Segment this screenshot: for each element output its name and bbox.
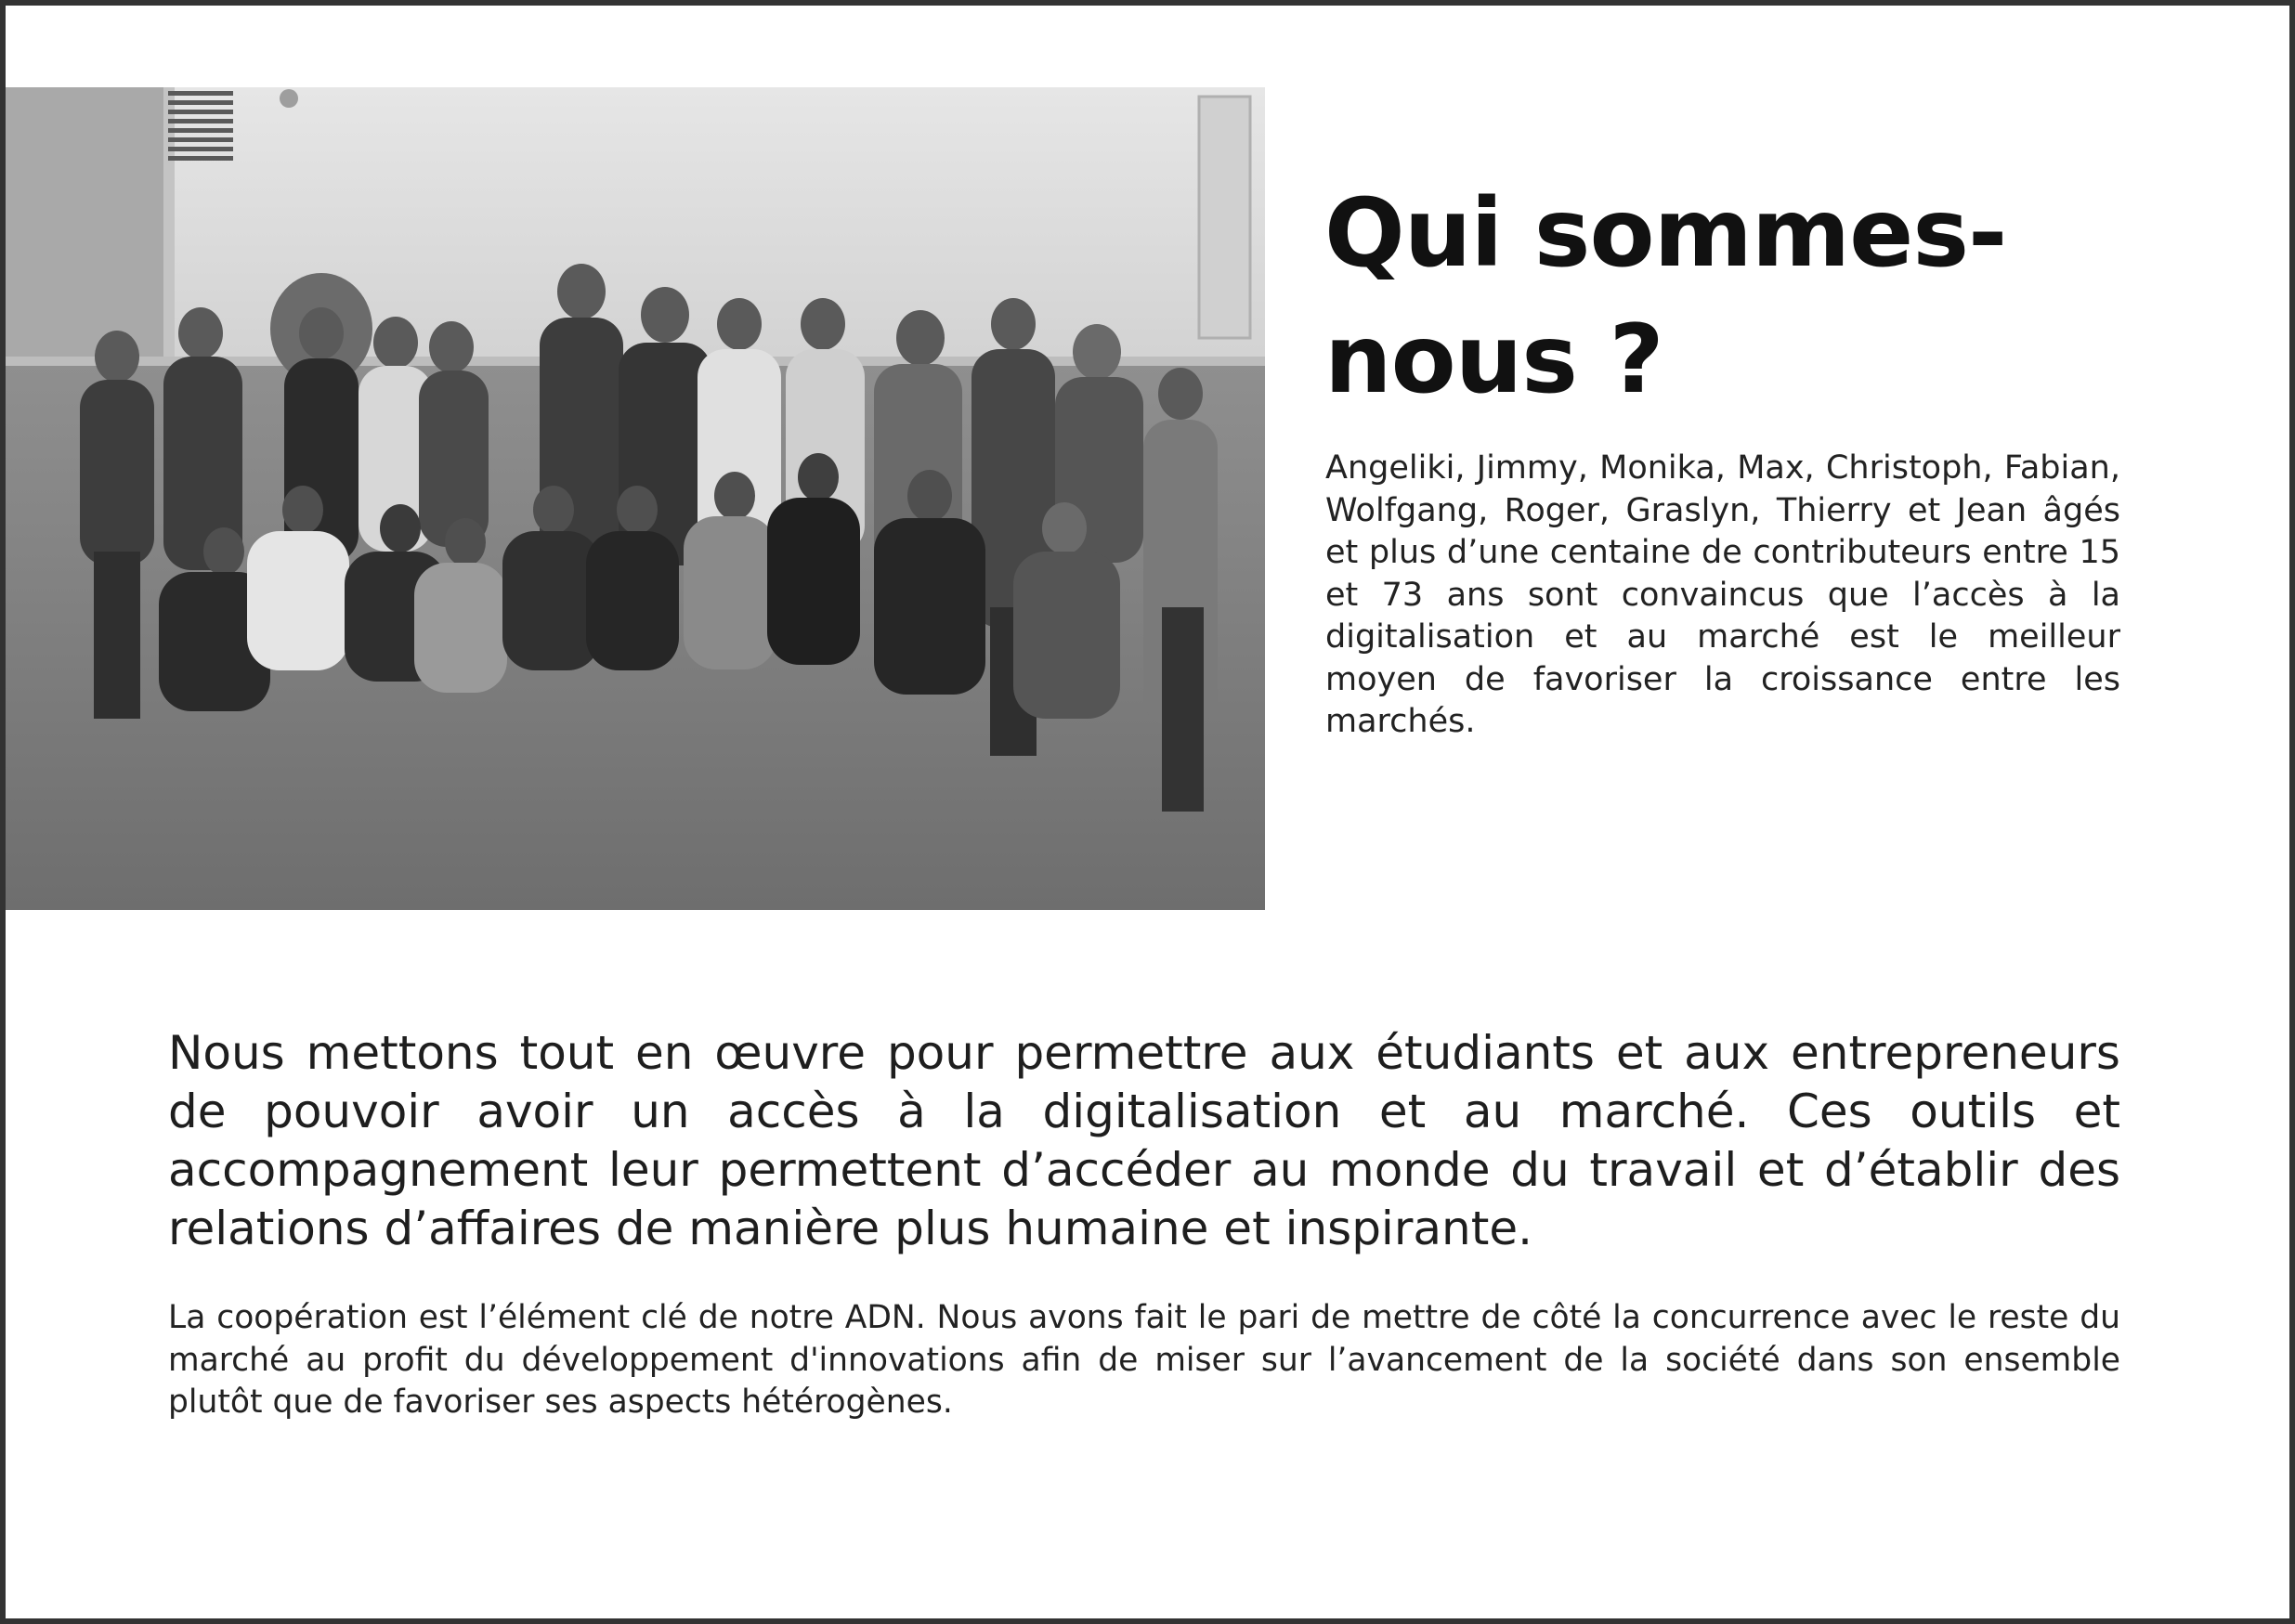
lead-paragraph: Nous mettons tout en œuvre pour permettre aux étudiants et aux entrepreneurs de pouvoir avoir un accès à la digitalisation et au marché. Ces outils et accompagnement leur permettent d’accéder au monde du travail et d’établir des relations d’affaires de manière plus humaine et inspirante. (168, 1026, 2120, 1255)
group-photo-illustration (6, 87, 1265, 910)
group-photo (6, 87, 1265, 910)
intro-paragraph: Angeliki, Jimmy, Monika, Max, Christoph, Fabian, Wolfgang, Roger, Graslyn, Thierry et Jean âgés et plus d’une centaine de contributeurs entre 15 et 73 ans sont convaincus que l’accès à la digitalisation et au marché est le meilleur moyen de favoriser la croissance entre les marchés. (1325, 449, 2120, 740)
page-title: Qui sommes-nous ? (1324, 178, 2007, 415)
body-paragraph: La coopération est l’élément clé de notre ADN. Nous avons fait le pari de mettre de côté la concurrence avec le reste du marché au profit du développement d'innovations afin de miser sur l’avancement de la société dans son ensemble plutôt que de favoriser ses aspects hétérogènes. (168, 1299, 2120, 1421)
